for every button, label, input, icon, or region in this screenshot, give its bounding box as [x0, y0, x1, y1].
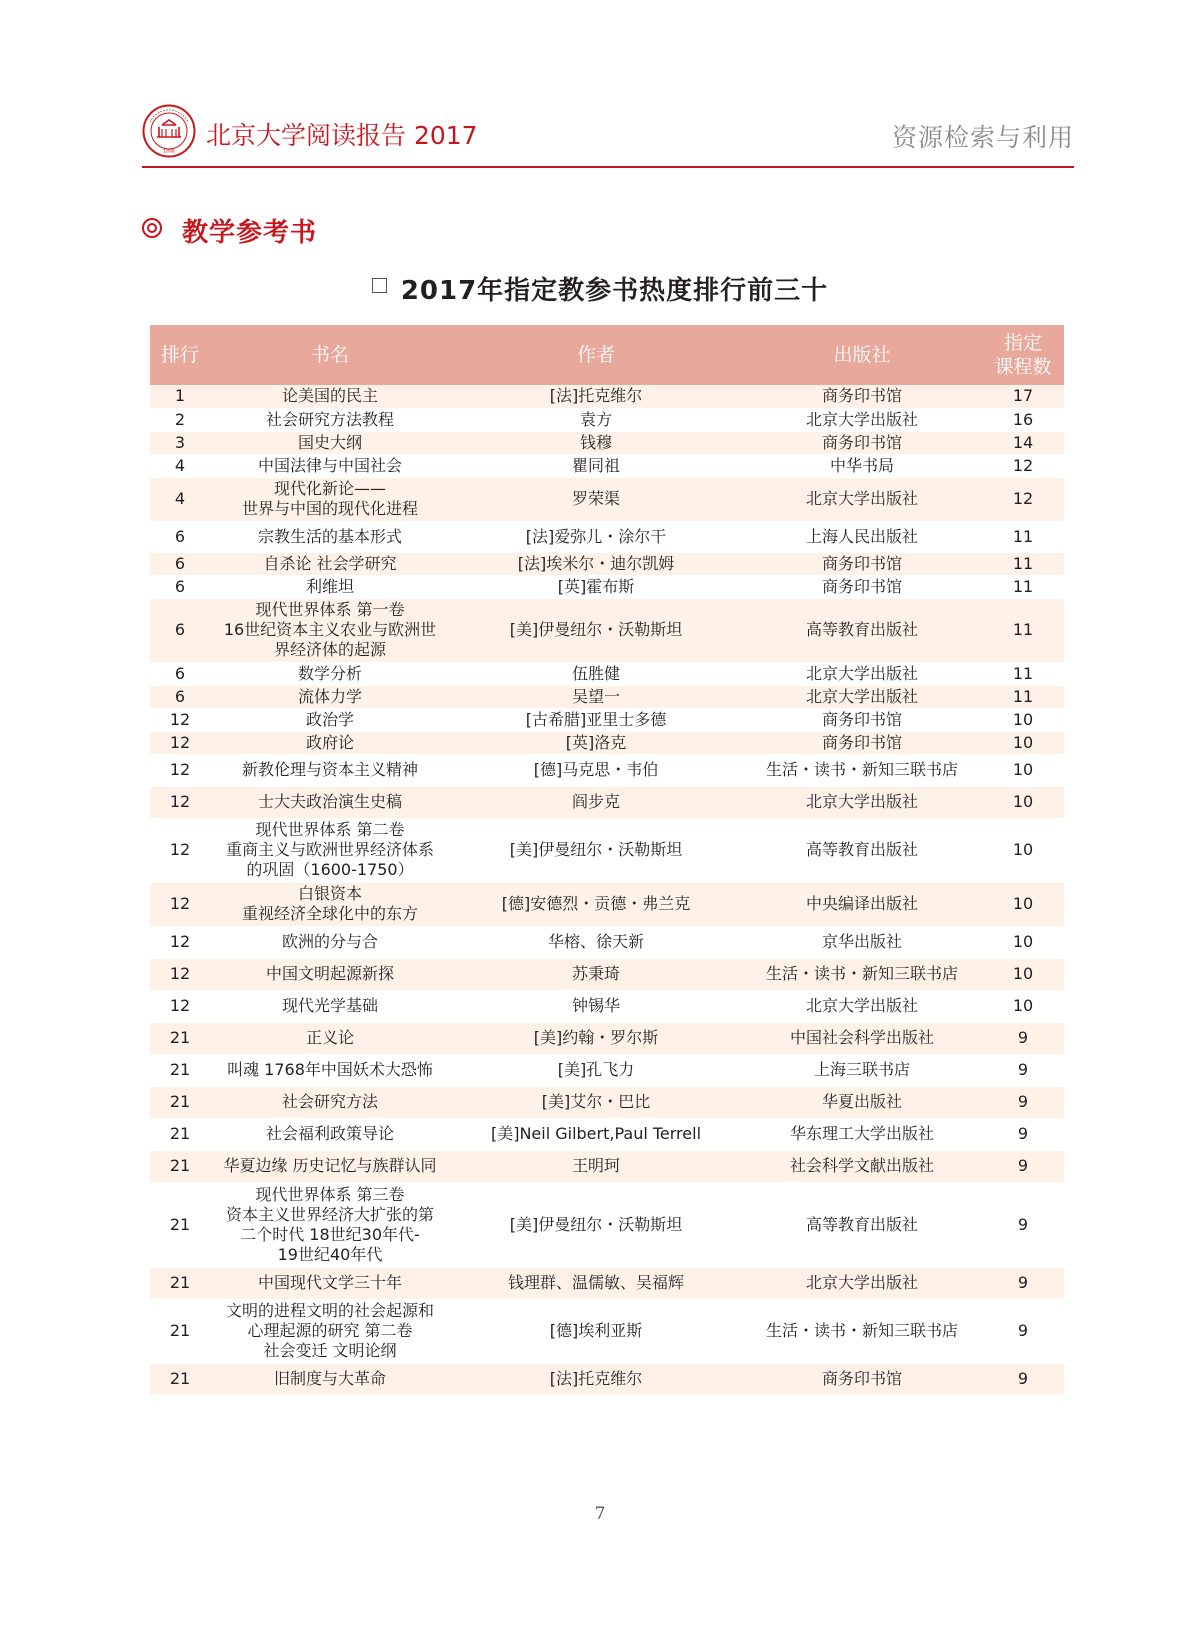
table-row [150, 552, 1064, 575]
cell-course-count: 9 [982, 1086, 1064, 1118]
cell-course-count: 9 [982, 1118, 1064, 1150]
table-row [150, 731, 1064, 754]
table-row [150, 1363, 1064, 1395]
cell-rank: 12 [150, 708, 210, 731]
cell-title: 现代化新论—— 世界与中国的现代化进程 [210, 477, 450, 521]
cell-author: 伍胜健 [450, 662, 742, 685]
table-row [150, 990, 1064, 1022]
table-row [150, 1054, 1064, 1086]
table-row [150, 1150, 1064, 1182]
svg-text:1898: 1898 [163, 149, 175, 155]
table-row [150, 818, 1064, 882]
table-row [150, 926, 1064, 958]
cell-course-count: 11 [982, 598, 1064, 662]
cell-course-count: 10 [982, 990, 1064, 1022]
cell-rank: 21 [150, 1150, 210, 1182]
cell-title: 旧制度与大革命 [210, 1363, 450, 1395]
cell-course-count: 11 [982, 575, 1064, 598]
cell-rank: 4 [150, 454, 210, 477]
table-row [150, 521, 1064, 552]
cell-author: [美]孔飞力 [450, 1054, 742, 1086]
cell-title: 中国文明起源新探 [210, 958, 450, 990]
cell-course-count: 9 [982, 1150, 1064, 1182]
cell-author: [德]马克思・韦伯 [450, 754, 742, 786]
cell-rank: 4 [150, 477, 210, 521]
table-row [150, 708, 1064, 731]
cell-title: 利维坦 [210, 575, 450, 598]
cell-publisher: 北京大学出版社 [742, 477, 982, 521]
cell-title: 自杀论 社会学研究 [210, 552, 450, 575]
cell-publisher: 北京大学出版社 [742, 1267, 982, 1299]
report-title: 北京大学阅读报告 2017 [206, 121, 478, 150]
cell-publisher: 生活・读书・新知三联书店 [742, 754, 982, 786]
cell-course-count: 9 [982, 1182, 1064, 1267]
cell-author: [美]约翰・罗尔斯 [450, 1022, 742, 1054]
cell-publisher: 京华出版社 [742, 926, 982, 958]
table-row [150, 662, 1064, 685]
cell-publisher: 商务印书馆 [742, 1363, 982, 1395]
table-row [150, 958, 1064, 990]
cell-publisher: 商务印书馆 [742, 431, 982, 454]
cell-publisher: 生活・读书・新知三联书店 [742, 958, 982, 990]
cell-publisher: 华夏出版社 [742, 1086, 982, 1118]
table-body [150, 385, 1064, 1395]
cell-title: 叫魂 1768年中国妖术大恐怖 [210, 1054, 450, 1086]
cell-course-count: 10 [982, 708, 1064, 731]
cell-rank: 12 [150, 786, 210, 818]
peking-university-library-logo [142, 104, 196, 158]
cell-author: [美]伊曼纽尔・沃勒斯坦 [450, 598, 742, 662]
table-row [150, 1299, 1064, 1363]
table-row [150, 882, 1064, 926]
cell-course-count: 10 [982, 786, 1064, 818]
cell-title: 宗教生活的基本形式 [210, 521, 450, 552]
cell-rank: 6 [150, 685, 210, 708]
cell-author: [英]洛克 [450, 731, 742, 754]
table-row [150, 754, 1064, 786]
cell-course-count: 11 [982, 521, 1064, 552]
cell-publisher: 高等教育出版社 [742, 818, 982, 882]
cell-rank: 12 [150, 754, 210, 786]
cell-title: 社会研究方法教程 [210, 408, 450, 431]
cell-publisher: 高等教育出版社 [742, 1182, 982, 1267]
cell-title: 中国法律与中国社会 [210, 454, 450, 477]
cell-publisher: 北京大学出版社 [742, 685, 982, 708]
column-header-course-count: 指定 课程数 [982, 325, 1064, 385]
cell-author: [法]托克维尔 [450, 1363, 742, 1395]
cell-rank: 6 [150, 521, 210, 552]
cell-rank: 6 [150, 575, 210, 598]
cell-rank: 21 [150, 1086, 210, 1118]
cell-author: 王明珂 [450, 1150, 742, 1182]
table-row [150, 431, 1064, 454]
cell-title: 华夏边缘 历史记忆与族群认同 [210, 1150, 450, 1182]
table-caption [0, 270, 1200, 307]
cell-publisher: 商务印书馆 [742, 575, 982, 598]
cell-title: 士大夫政治演生史稿 [210, 786, 450, 818]
cell-author: [古希腊]亚里士多德 [450, 708, 742, 731]
cell-rank: 6 [150, 552, 210, 575]
cell-rank: 12 [150, 818, 210, 882]
cell-rank: 21 [150, 1299, 210, 1363]
cell-course-count: 14 [982, 431, 1064, 454]
cell-rank: 12 [150, 731, 210, 754]
cell-publisher: 中华书局 [742, 454, 982, 477]
cell-rank: 21 [150, 1118, 210, 1150]
cell-title: 新教伦理与资本主义精神 [210, 754, 450, 786]
cell-course-count: 10 [982, 926, 1064, 958]
table-row [150, 1182, 1064, 1267]
cell-title: 数学分析 [210, 662, 450, 685]
cell-publisher: 生活・读书・新知三联书店 [742, 1299, 982, 1363]
cell-title: 现代光学基础 [210, 990, 450, 1022]
cell-publisher: 北京大学出版社 [742, 662, 982, 685]
cell-title: 流体力学 [210, 685, 450, 708]
cell-publisher: 商务印书馆 [742, 552, 982, 575]
subsection-title: 教学参考书 [182, 218, 318, 248]
cell-publisher: 北京大学出版社 [742, 786, 982, 818]
table-row [150, 1267, 1064, 1299]
cell-title: 社会福利政策导论 [210, 1118, 450, 1150]
cell-author: [英]霍布斯 [450, 575, 742, 598]
cell-rank: 21 [150, 1182, 210, 1267]
cell-author: [德]安德烈・贡德・弗兰克 [450, 882, 742, 926]
cell-course-count: 16 [982, 408, 1064, 431]
cell-publisher: 华东理工大学出版社 [742, 1118, 982, 1150]
cell-rank: 12 [150, 882, 210, 926]
cell-course-count: 9 [982, 1267, 1064, 1299]
cell-course-count: 11 [982, 662, 1064, 685]
cell-title: 现代世界体系 第一卷 16世纪资本主义农业与欧洲世 界经济体的起源 [210, 598, 450, 662]
cell-course-count: 11 [982, 552, 1064, 575]
cell-course-count: 12 [982, 477, 1064, 521]
cell-title: 政府论 [210, 731, 450, 754]
cell-publisher: 社会科学文献出版社 [742, 1150, 982, 1182]
cell-publisher: 商务印书馆 [742, 731, 982, 754]
cell-publisher: 中央编译出版社 [742, 882, 982, 926]
column-header-author: 作者 [450, 325, 742, 385]
cell-author: 钱穆 [450, 431, 742, 454]
cell-title: 论美国的民主 [210, 385, 450, 408]
cell-course-count: 10 [982, 754, 1064, 786]
table-row [150, 1086, 1064, 1118]
cell-course-count: 10 [982, 818, 1064, 882]
cell-publisher: 商务印书馆 [742, 385, 982, 408]
cell-title: 国史大纲 [210, 431, 450, 454]
cell-course-count: 10 [982, 882, 1064, 926]
cell-rank: 12 [150, 926, 210, 958]
cell-rank: 21 [150, 1054, 210, 1086]
section-title: 资源检索与利用 [891, 123, 1074, 152]
cell-rank: 2 [150, 408, 210, 431]
cell-author: 瞿同祖 [450, 454, 742, 477]
cell-title: 文明的进程文明的社会起源和 心理起源的研究 第二卷 社会变迁 文明论纲 [210, 1299, 450, 1363]
cell-author: [美]伊曼纽尔・沃勒斯坦 [450, 1182, 742, 1267]
table-title: 2017年指定教参书热度排行前三十 [400, 276, 829, 306]
table-row [150, 477, 1064, 521]
table-row [150, 408, 1064, 431]
cell-publisher: 上海人民出版社 [742, 521, 982, 552]
table-row [150, 786, 1064, 818]
double-circle-bullet-icon [142, 218, 162, 238]
cell-rank: 21 [150, 1267, 210, 1299]
cell-rank: 21 [150, 1363, 210, 1395]
cell-title: 中国现代文学三十年 [210, 1267, 450, 1299]
cell-author: [法]爱弥儿・涂尔干 [450, 521, 742, 552]
cell-rank: 21 [150, 1022, 210, 1054]
cell-publisher: 北京大学出版社 [742, 990, 982, 1022]
cell-publisher: 中国社会科学出版社 [742, 1022, 982, 1054]
table-row [150, 385, 1064, 408]
cell-author: 吴望一 [450, 685, 742, 708]
table-header-row [150, 325, 1064, 385]
cell-publisher: 商务印书馆 [742, 708, 982, 731]
cell-course-count: 17 [982, 385, 1064, 408]
header-divider [142, 166, 1074, 168]
table-row [150, 575, 1064, 598]
cell-course-count: 10 [982, 958, 1064, 990]
cell-author: [美]艾尔・巴比 [450, 1086, 742, 1118]
cell-course-count: 9 [982, 1299, 1064, 1363]
cell-rank: 6 [150, 662, 210, 685]
cell-title: 社会研究方法 [210, 1086, 450, 1118]
textbook-ranking-table [150, 325, 1064, 1396]
cell-title: 现代世界体系 第二卷 重商主义与欧洲世界经济体系 的巩固（1600-1750） [210, 818, 450, 882]
cell-rank: 6 [150, 598, 210, 662]
cell-author: 阎步克 [450, 786, 742, 818]
cell-course-count: 11 [982, 685, 1064, 708]
cell-title: 白银资本 重视经济全球化中的东方 [210, 882, 450, 926]
table-row [150, 1022, 1064, 1054]
cell-publisher: 上海三联书店 [742, 1054, 982, 1086]
cell-course-count: 9 [982, 1054, 1064, 1086]
cell-course-count: 9 [982, 1363, 1064, 1395]
column-header-title: 书名 [210, 325, 450, 385]
cell-course-count: 9 [982, 1022, 1064, 1054]
cell-author: 钱理群、温儒敏、吴福辉 [450, 1267, 742, 1299]
column-header-rank: 排行 [150, 325, 210, 385]
cell-author: [法]埃米尔・迪尔凯姆 [450, 552, 742, 575]
cell-publisher: 高等教育出版社 [742, 598, 982, 662]
table-row [150, 685, 1064, 708]
cell-author: [美]伊曼纽尔・沃勒斯坦 [450, 818, 742, 882]
table-row [150, 598, 1064, 662]
cell-title: 现代世界体系 第三卷 资本主义世界经济大扩张的第 二个时代 18世纪30年代- 19世纪40年代 [210, 1182, 450, 1267]
cell-title: 政治学 [210, 708, 450, 731]
cell-author: 苏秉琦 [450, 958, 742, 990]
cell-author: 罗荣渠 [450, 477, 742, 521]
cell-author: [法]托克维尔 [450, 385, 742, 408]
cell-course-count: 12 [982, 454, 1064, 477]
cell-title: 正义论 [210, 1022, 450, 1054]
column-header-publisher: 出版社 [742, 325, 982, 385]
cell-title: 欧洲的分与合 [210, 926, 450, 958]
page-header [142, 104, 1074, 166]
cell-publisher: 北京大学出版社 [742, 408, 982, 431]
page-number: 7 [594, 1504, 606, 1524]
table-row [150, 454, 1064, 477]
cell-author: 华榕、徐天新 [450, 926, 742, 958]
square-bullet-icon [372, 278, 387, 293]
cell-rank: 12 [150, 990, 210, 1022]
cell-author: 钟锡华 [450, 990, 742, 1022]
cell-course-count: 10 [982, 731, 1064, 754]
cell-rank: 1 [150, 385, 210, 408]
cell-rank: 3 [150, 431, 210, 454]
cell-author: [美]Neil Gilbert,Paul Terrell [450, 1118, 742, 1150]
cell-author: 袁方 [450, 408, 742, 431]
table-row [150, 1118, 1064, 1150]
cell-rank: 12 [150, 958, 210, 990]
cell-author: [德]埃利亚斯 [450, 1299, 742, 1363]
